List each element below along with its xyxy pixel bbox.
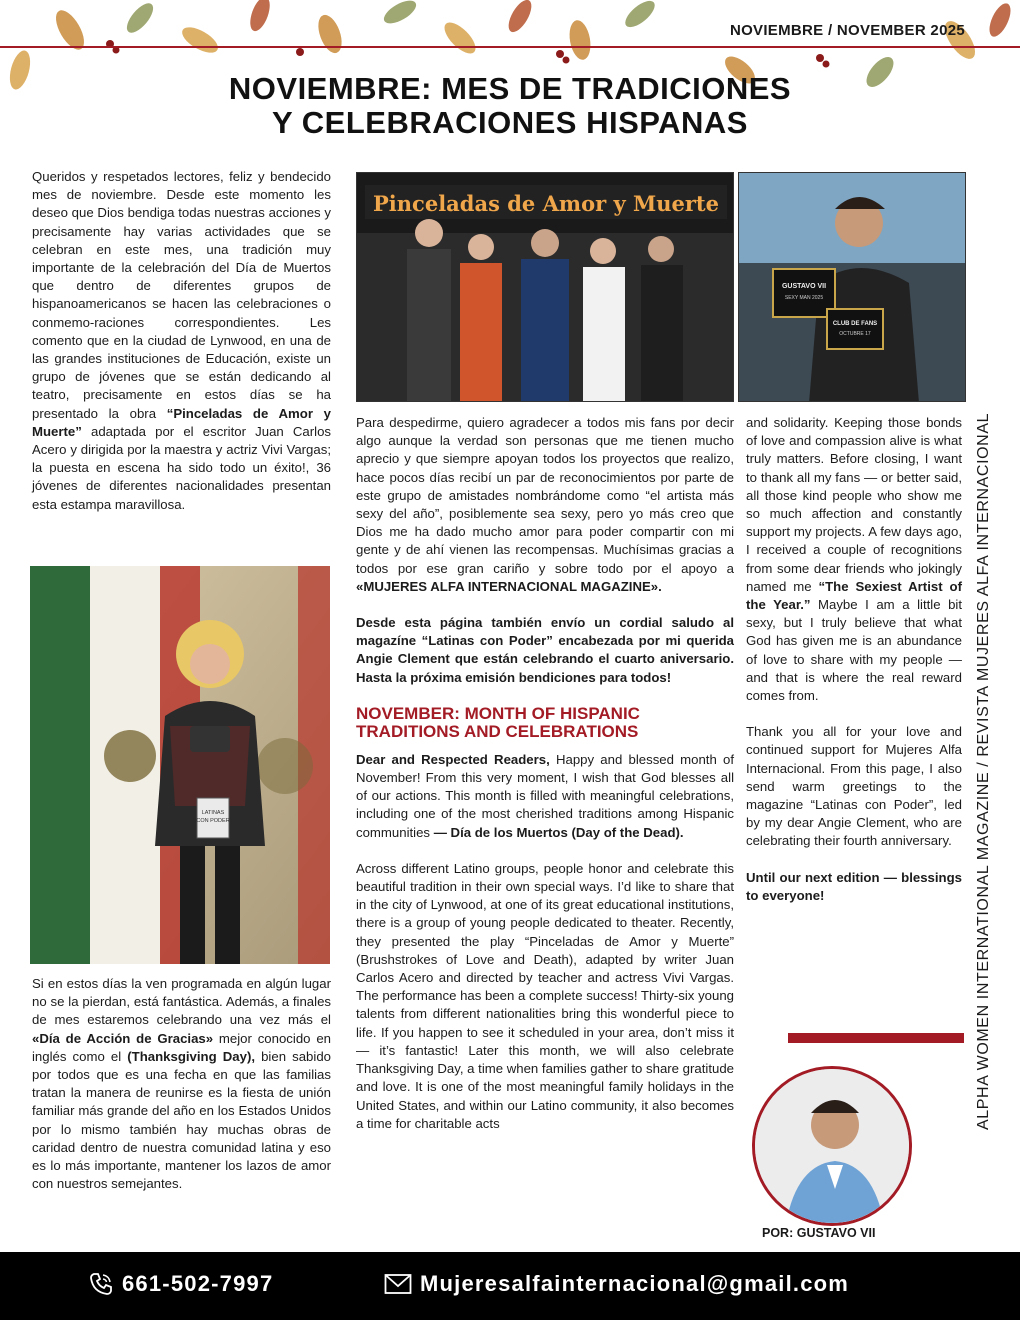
- article-column-middle: [356, 414, 734, 1151]
- plaque-1-line-2: SEXY MAN 2025: [784, 295, 824, 301]
- badge-text-1: LATINAS: [201, 810, 225, 816]
- contact-footer: [0, 1252, 1020, 1320]
- paragraph: Thank you all for your love and continued support for Mujeres Alfa Internacional. From this page, I also send warm greetings to the magazine “Latinas con Poder”, led by my dear Angie Clement, who are celebrating their fourth anniversary.: [746, 724, 962, 849]
- photo-group-theater: [356, 172, 734, 402]
- paragraph: Until our next edition — blessings to everyone!: [746, 869, 962, 903]
- title-line-2: Y CELEBRACIONES HISPANAS: [272, 105, 748, 140]
- paragraph: and solidarity. Keeping those bonds of love and compassion alive is what truly matters. Before closing, I want to thank all my fans — or better said, all those kind people who show me so much affection and constantly support my projects. A few days ago, I received a couple of recognitions from some dear friends who jokingly named me “The Sexiest Artist of the Year.” Maybe I am a little bit sexy, but I truly believe that what God has given me is an abundance of love to share with my people — and that is where the real reward comes from.: [746, 415, 962, 704]
- header-rule: [0, 46, 1020, 48]
- phone-number: 661-502-7997: [122, 1271, 274, 1296]
- vertical-magazine-label: ALPHA WOMEN INTERNATIONAL MAGAZINE / REVISTA MUJERES ALFA INTERNACIONAL: [975, 412, 992, 1130]
- paragraph: Para despedirme, quiero agradecer a todos mis fans por decir algo aunque la verdad son personas que me tienen mucho aprecio y que siempre apoyan todos los proyectos que realizo, hace pocos días recibí un par de reconocimientos por parte de este grupo de amistades nombrándome como “el artista más sexy del año”, posiblemente sea sexy, pero yo más creo que Dios me ha dado mucho amor para poder compartir con mi gente y de ahí vienen las recompensas. Muchísimas gracias a todos por ese gran cariño y sobre todo por el apoyo a «MUJERES ALFA INTERNACIONAL MAGAZINE».: [356, 415, 734, 594]
- paragraph: Across different Latino groups, people honor and celebrate this beautiful tradition in their own special ways. I’d like to share that in the city of Lynwood, at one of its great educational institutions, there is a group of young people dedicated to theater. Recently, they presented the play “Pinceladas de Amor y Muerte” (Brushstrokes of Love and Death), adapted by writer Juan Carlos Acero and directed by teacher and actress Vivi Vargas. The performance has been a complete success! Thirty-six young talents from different nationalities bring this wonderful piece to life. If you happen to see it scheduled in your area, don’t miss it — it’s fantastic! Later this month, we will also celebrate Thanksgiving Day, a time when families gather to share gratitude and love. It is one of the most meaningful family holidays in the United States, and within our Latino community, it also becomes a time for charitable acts: [356, 860, 734, 1131]
- author-byline: POR: GUSTAVO VII: [762, 1226, 876, 1240]
- article-column-right: [746, 414, 962, 923]
- photo-photographer-with-flag: [30, 566, 330, 964]
- envelope-icon: [384, 1273, 412, 1295]
- badge-text-2: CON PODER: [196, 818, 230, 824]
- email-address: Mujeresalfainternacional@gmail.com: [420, 1271, 850, 1296]
- paragraph: Dear and Respected Readers, Happy and blessed month of November! From this very moment, I wish that God blesses all of our actions. This month is filled with meaningful celebrations, including one of the most cherished traditions among Hispanic communities — Día de los Muertos (Day of the Dead).: [356, 751, 734, 840]
- phone-icon: [88, 1271, 114, 1297]
- issue-date: NOVIEMBRE / NOVEMBER 2025: [729, 22, 965, 39]
- plaque-2-line-1: CLUB DE FANS: [832, 321, 878, 327]
- photo-award-plaques: [738, 172, 966, 402]
- banner-text: Pinceladas de Amor y Muerte: [373, 191, 719, 216]
- paragraph: Queridos y respetados lectores, feliz y bendecido mes de noviembre. Desde este momento les deseo que Dios bendiga todas nuestras acciones y precisamente hay varias actividades que se celebran en este mes, una tradición muy importante de la celebración del Día de Muertos que dentro de diferentes grupos de hispanoamericanos se hacen las celebraciones o conmemo-raciones correspondientes. Les comento que en la ciudad de Lynwood, en una de las grandes instituciones de Educación, existe un grupo de jóvenes que se están dedicando al teatro, precisamente en estos días se ha presentado la obra “Pinceladas de Amor y Muerte” adaptada por el escritor Juan Carlos Acero y dirigida por la maestra y actriz Vivi Vargas; la puesta en escena ha sido todo un éxito!, 36 jóvenes de diferentes nacionalidades presentan esta estampa maravillosa.: [32, 169, 331, 512]
- paragraph: Desde esta página también envío un cordial saludo al magazíne “Latinas con Poder” encabezada por mi querida Angie Clement que están celebrando el cuarto aniversario. Hasta la próxima emisión bendiciones para todos!: [356, 615, 734, 685]
- plaque-1-line-1: GUSTAVO VII: [781, 283, 827, 290]
- phone-contact[interactable]: [88, 1271, 273, 1297]
- plaque-2-line-2: OCTUBRE 17: [839, 331, 871, 337]
- author-accent-bar: [788, 1033, 964, 1043]
- author-portrait: [752, 1066, 912, 1226]
- paragraph: Si en estos días la ven programada en algún lugar no se la pierdan, está fantástica. Además, a finales de mes estaremos celebrando una vez más el «Día de Acción de Gracias» mejor conocido en inglés como el (Thanksgiving Day), bien sabido por todos que es una fecha en que las familias tratan la manera de reunirse es la fiesta de unión familiar más grande del año en los Estados Unidos por lo mismo también hay muchas obras de caridad dentro de nuestra comunidad latina y eso es lo más importante, mantener los lazos de amor con nuestros semejantes.: [32, 976, 331, 1192]
- title-line-1: NOVIEMBRE: MES DE TRADICIONES: [228, 71, 792, 106]
- english-subheading: NOVEMBER: MONTH OF HISPANIC TRADITIONS AND CELEBRATIONS: [356, 703, 640, 741]
- page-title: [0, 72, 1020, 140]
- email-contact[interactable]: [384, 1271, 849, 1297]
- article-column-left-top: [32, 168, 331, 532]
- article-column-left-bottom: [32, 975, 331, 1211]
